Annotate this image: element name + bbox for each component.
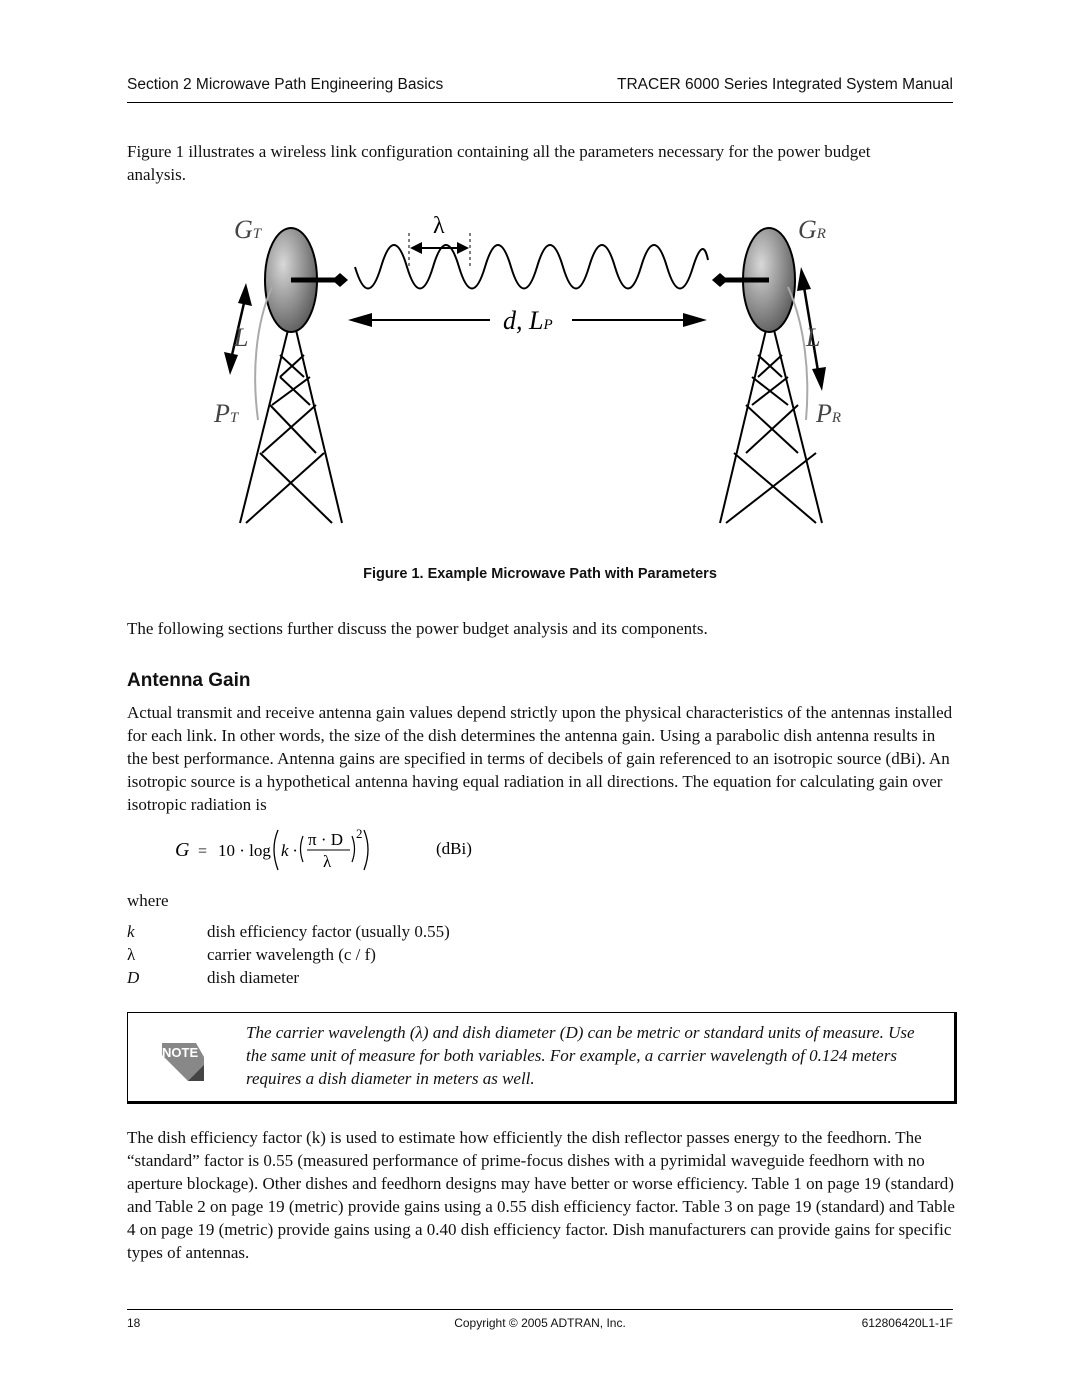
where-label: where xyxy=(127,891,169,910)
efficiency-paragraph: The dish efficiency factor (k) is used to estimate how efficiently the dish reflector passes energy to the feedhorn. The “standard” factor is 0.55 (measured performance of prime-focus dishes with a pyrimidal waveguide feedhorn with no aperture blockage). Other dishes and feedhorn designs may have better or worse efficiency. Table 1 on page 19 (standard) and Table 2 on page 19 (metric) provide gains using a 0.55 dish efficiency factor. Table 3 on page 19 (standard) and Table 4 on page 19 (metric) provide gains using a 0.40 dish efficiency factor. Dish manufacturers can provide gains for specific types of antennas. xyxy=(127,1128,955,1262)
page-footer xyxy=(127,1316,953,1332)
eq-numerator: π · D xyxy=(308,830,344,849)
figure-caption: Figure 1. Example Microwave Path with Parameters xyxy=(363,566,717,582)
left-feed-tip xyxy=(332,273,348,287)
carrier-wave xyxy=(355,245,708,289)
eq-denominator: λ xyxy=(323,852,332,871)
gain-equation xyxy=(170,824,510,874)
note-icon xyxy=(158,1035,208,1085)
label-pt: PT xyxy=(214,399,239,428)
document-number: 612806420L1-1F xyxy=(861,1316,953,1330)
microwave-path-figure xyxy=(200,205,880,550)
note-callout xyxy=(127,1012,957,1104)
eq-paren-inner-left xyxy=(301,836,304,862)
eq-k: k · xyxy=(281,841,298,860)
label-distance: d, LP xyxy=(503,306,553,335)
eq-g: G xyxy=(175,839,190,861)
definition-symbol: D xyxy=(127,968,140,987)
section-heading: Antenna Gain xyxy=(127,670,251,691)
definition-text: dish efficiency factor (usually 0.55) xyxy=(207,922,450,941)
eq-unit: (dBi) xyxy=(436,839,472,858)
microwave-path-diagram xyxy=(200,205,880,550)
definition-text: dish diameter xyxy=(207,968,300,987)
eq-paren-right xyxy=(364,830,368,870)
label-l-left: L xyxy=(234,323,249,352)
intro-paragraph: Figure 1 illustrates a wireless link configuration containing all the parameters necessary for the power budget analysis. xyxy=(127,142,871,184)
eq-paren-left xyxy=(274,830,278,870)
definition-symbol: k xyxy=(127,922,135,941)
page-header xyxy=(127,76,953,98)
label-gt: GT xyxy=(234,215,262,244)
eq-log: 10 · log xyxy=(218,841,271,860)
svg-text:NOTE: NOTE xyxy=(162,1045,199,1060)
label-lambda: λ xyxy=(433,213,445,239)
note-text: The carrier wavelength (λ) and dish diameter (D) can be metric or standard units of measure. Use the same unit of measure for both variables. For example, a carrier wavelength of 0.124 meters requires a dish diameter in meters as well. xyxy=(246,1023,915,1088)
definition-text: carrier wavelength (c / f) xyxy=(207,945,376,964)
footer-divider xyxy=(127,1309,953,1310)
eq-exponent: 2 xyxy=(356,826,363,841)
gain-equation-svg xyxy=(170,824,510,874)
page-number: 18 xyxy=(127,1316,141,1330)
definitions-list xyxy=(127,922,827,991)
eq-equals: = xyxy=(198,843,208,860)
eq-paren-inner-right xyxy=(352,836,355,862)
right-feed-tip xyxy=(712,273,728,287)
label-pr: PR xyxy=(816,399,842,428)
definition-item xyxy=(127,945,827,968)
header-manual-title: TRACER 6000 Series Integrated System Manual xyxy=(617,76,953,93)
definition-symbol: λ xyxy=(127,945,136,964)
label-gr: GR xyxy=(798,215,826,244)
header-divider xyxy=(127,102,953,103)
label-l-right: L xyxy=(806,323,821,352)
copyright: Copyright © 2005 ADTRAN, Inc. xyxy=(454,1316,626,1330)
definition-item xyxy=(127,922,827,945)
antenna-gain-paragraph: Actual transmit and receive antenna gain values depend strictly upon the physical characteristics of the antennas installed for each link. In other words, the size of the dish determines the antenna gain. Using a parabolic dish antenna results in the best performance. Antenna gains are specified in terms of decibels of gain referenced to an isotropic source (dBi). An isotropic source is a hypothetical antenna having equal radiation in all directions. The equation for calculating gain over isotropic radiation is xyxy=(127,703,953,814)
following-paragraph: The following sections further discuss the power budget analysis and its components. xyxy=(127,619,708,638)
header-section-title: Section 2 Microwave Path Engineering Basics xyxy=(127,76,444,93)
definition-item xyxy=(127,968,827,991)
